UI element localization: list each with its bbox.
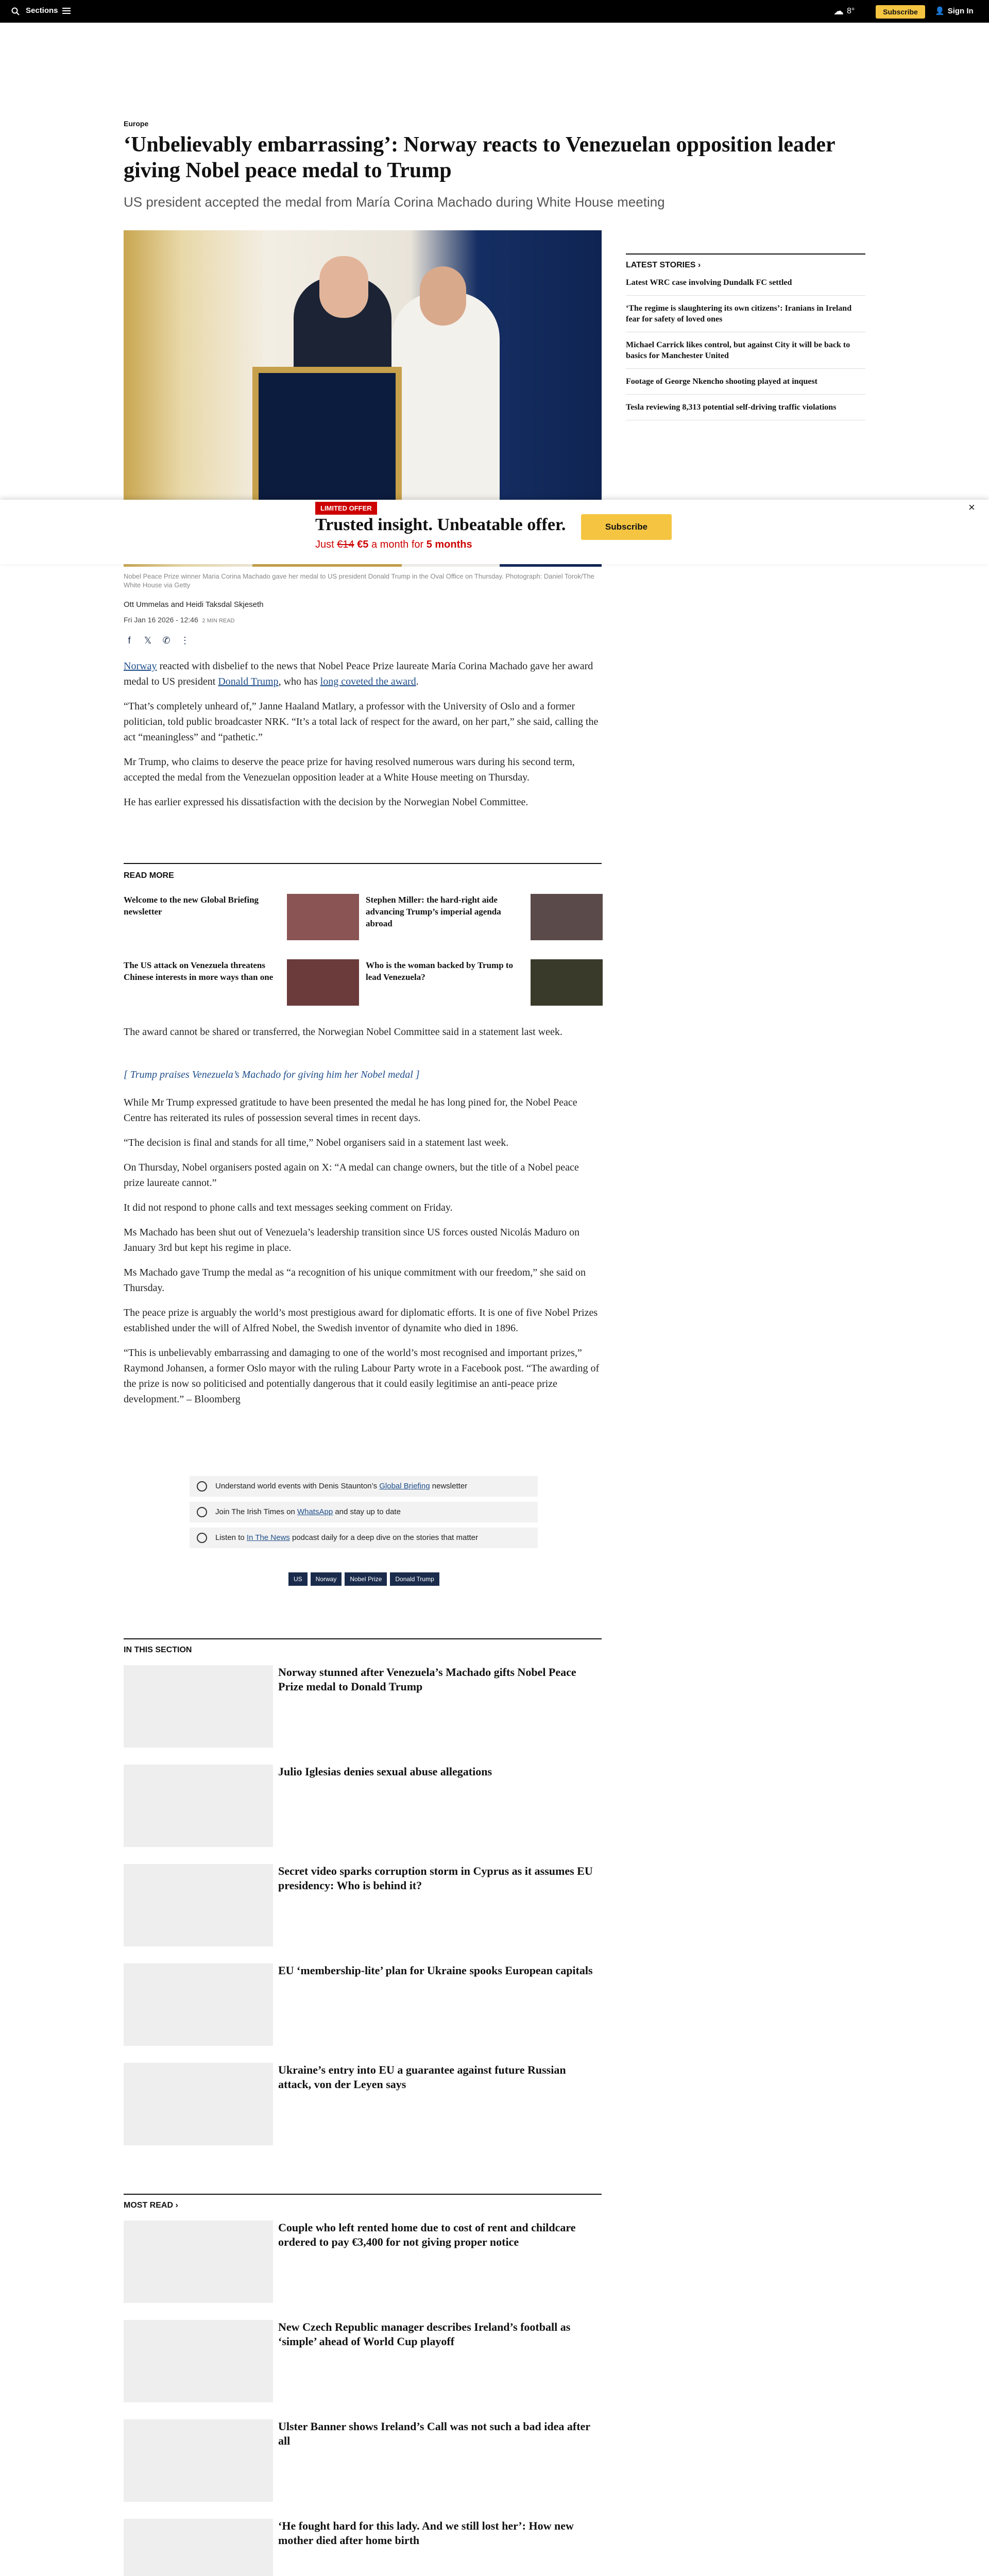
- paragraph: The award cannot be shared or transferred, the Norwegian Nobel Committee said in a statement last week.: [124, 1026, 562, 1038]
- user-icon: 👤: [935, 7, 945, 15]
- section-article-card[interactable]: Ukraine’s entry into EU a guarantee against future Russian attack, von der Leyen says: [124, 2063, 602, 2148]
- article-date: Fri Jan 16 2026 - 12:46 2 MIN READ: [124, 616, 235, 624]
- global-briefing-link[interactable]: Global Briefing: [379, 1482, 430, 1490]
- headphones-icon: [197, 1533, 207, 1543]
- subscribe-button[interactable]: Subscribe: [876, 5, 925, 19]
- x-icon[interactable]: 𝕏: [144, 635, 152, 646]
- paragraph: He has earlier expressed his dissatisfaction with the decision by the Norwegian Nobel Committee.: [124, 796, 528, 808]
- thumbnail: [124, 1963, 273, 2046]
- most-read-card[interactable]: Ulster Banner shows Ireland’s Call was not such a bad idea after all: [124, 2419, 602, 2504]
- most-read-card[interactable]: ‘He fought hard for this lady. And we still lost her’: How new mother died after home birth: [124, 2519, 602, 2576]
- tag[interactable]: US: [288, 1572, 308, 1586]
- whatsapp-icon: [197, 1507, 207, 1517]
- paragraph: “That’s completely unheard of,” Janne Haaland Matlary, a professor with the University of Oslo and a former politician, told public broadcaster NRK. “It’s a total lack of respect for the award, on her part,” she said, calling the act “meaningless” and “pathetic.”: [124, 701, 599, 743]
- section-article-card[interactable]: EU ‘membership-lite’ plan for Ukraine spooks European capitals: [124, 1963, 602, 2048]
- paragraph: It did not respond to phone calls and text messages seeking comment on Friday.: [124, 1202, 453, 1213]
- most-read-card[interactable]: New Czech Republic manager describes Ireland’s football as ‘simple’ ahead of World Cup playoff: [124, 2320, 602, 2405]
- read-more-item[interactable]: Welcome to the new Global Briefing newsletter: [124, 895, 259, 917]
- most-read-heading[interactable]: MOST READ ›: [124, 2201, 178, 2210]
- more-options-icon[interactable]: ⋮: [180, 635, 190, 646]
- in-this-section-heading: IN THIS SECTION: [124, 1646, 192, 1654]
- read-more-item[interactable]: Stephen Miller: the hard-right aide advancing Trump’s imperial agenda abroad: [366, 894, 603, 940]
- top-navigation-bar: [0, 0, 989, 23]
- latest-stories-sidebar: [626, 253, 865, 420]
- norway-link[interactable]: Norway: [124, 660, 157, 672]
- paragraph: Ms Machado gave Trump the medal as “a recognition of his unique commitment with our freedom,” she said on Thursday.: [124, 1267, 586, 1294]
- photo-figure-head: [420, 266, 466, 326]
- section-article-card[interactable]: Norway stunned after Venezuela’s Machado gifts Nobel Peace Prize medal to Donald Trump: [124, 1665, 602, 1750]
- thumbnail: [531, 959, 603, 1006]
- search-icon[interactable]: [11, 7, 20, 15]
- thumbnail: [287, 959, 359, 1006]
- latest-story-link[interactable]: ‘The regime is slaughtering its own citizens’: Iranians in Ireland fear for safety of loved ones: [626, 296, 865, 332]
- article-body: [124, 1095, 602, 1407]
- cloud-icon: ☁: [833, 6, 844, 17]
- paragraph: Mr Trump, who claims to deserve the peace prize for having resolved numerous wars during his second term, accepted the medal from the Venezuelan opposition leader at a White House meeting on Thursday.: [124, 756, 575, 783]
- read-more-item[interactable]: The US attack on Venezuela threatens Chinese interests in more ways than one: [124, 960, 274, 982]
- in-the-news-link[interactable]: In The News: [246, 1533, 290, 1542]
- article-standfirst: US president accepted the medal from María Corina Machado during White House meeting: [124, 194, 665, 210]
- thumbnail: [531, 894, 603, 940]
- article-headline: ‘Unbelievably embarrassing’: Norway reacts to Venezuelan opposition leader giving Nobel peace medal to Trump: [124, 133, 835, 182]
- paragraph: While Mr Trump expressed gratitude to have been presented the medal he has long pined for, the Nobel Peace Centre has reiterated its rules of possession several times in recent days.: [124, 1097, 577, 1124]
- most-read-section: [124, 2194, 602, 2210]
- section-kicker[interactable]: Europe: [124, 120, 149, 128]
- whatsapp-promo: Join The Irish Times on WhatsApp and stay up to date: [190, 1502, 538, 1522]
- read-time: 2 MIN READ: [202, 618, 235, 624]
- offer-subscribe-button[interactable]: Subscribe: [581, 514, 672, 540]
- limited-offer-badge: LIMITED OFFER: [315, 502, 377, 515]
- mail-icon: [197, 1481, 207, 1492]
- paragraph: “The decision is final and stands for all time,” Nobel organisers said in a statement last week.: [124, 1137, 509, 1148]
- whatsapp-link[interactable]: WhatsApp: [297, 1507, 333, 1516]
- thumbnail: [124, 2221, 273, 2303]
- read-more-heading: READ MORE: [124, 871, 174, 880]
- sign-in-button[interactable]: [935, 6, 974, 15]
- long-coveted-link[interactable]: long coveted the award: [320, 676, 416, 687]
- paragraph: Ms Machado has been shut out of Venezuela’s leadership transition since US forces ousted Nicolás Maduro on January 3rd but kept his regime in place.: [124, 1227, 579, 1253]
- sections-label: Sections: [26, 6, 58, 15]
- latest-story-link[interactable]: Footage of George Nkencho shooting played at inquest: [626, 369, 865, 395]
- related-article-link[interactable]: [ Trump praises Venezuela’s Machado for giving him her Nobel medal ]: [124, 1069, 420, 1080]
- latest-story-link[interactable]: Latest WRC case involving Dundalk FC settled: [626, 270, 865, 296]
- weather-temperature: 8°: [847, 6, 855, 15]
- old-price: €14: [337, 539, 354, 550]
- read-more-item[interactable]: Who is the woman backed by Trump to lead Venezuela?: [366, 959, 603, 1006]
- newsletter-promo: Understand world events with Denis Staunton’s Global Briefing newsletter: [190, 1476, 538, 1497]
- read-more-box: [124, 863, 602, 880]
- facebook-icon[interactable]: f: [128, 635, 131, 646]
- tag[interactable]: Donald Trump: [390, 1572, 439, 1586]
- whatsapp-icon[interactable]: ✆: [162, 635, 170, 646]
- thumbnail: [124, 1665, 273, 1748]
- donald-trump-link[interactable]: Donald Trump: [218, 676, 279, 687]
- article-body: [124, 1024, 602, 1040]
- share-bar: [124, 635, 191, 646]
- most-read-card[interactable]: Couple who left rented home due to cost of rent and childcare ordered to pay €3,400 for not giving proper notice: [124, 2221, 602, 2306]
- offer-price-text: Just €14 €5 a month for 5 months: [315, 539, 472, 550]
- article-authors[interactable]: Ott Ummelas and Heidi Taksdal Skjeseth: [124, 600, 264, 609]
- tag[interactable]: Nobel Prize: [345, 1572, 387, 1586]
- hamburger-icon: [62, 8, 71, 14]
- paragraph: “This is unbelievably embarrassing and damaging to one of the world’s most recognised and important prizes,” Raymond Johansen, a former Oslo mayor with the ruling Labour Party wrote in a Facebook post. “The awarding of the prize is now so politicised and potentially dangerous that it could easily legitimise an anti-peace prize development.” – Bloomberg: [124, 1347, 600, 1405]
- thumbnail: [124, 2063, 273, 2145]
- in-this-section: [124, 1638, 602, 1655]
- section-article-card[interactable]: Julio Iglesias denies sexual abuse allegations: [124, 1765, 602, 1850]
- latest-stories-heading[interactable]: LATEST STORIES ›: [626, 261, 701, 269]
- latest-story-link[interactable]: Michael Carrick likes control, but against City it will be back to basics for Manchester United: [626, 332, 865, 369]
- thumbnail: [124, 2320, 273, 2402]
- paragraph: On Thursday, Nobel organisers posted again on X: “A medal can change owners, but the title of a Nobel peace prize laureate cannot.”: [124, 1162, 579, 1189]
- podcast-promo: Listen to In The News podcast daily for a deep dive on the stories that matter: [190, 1528, 538, 1548]
- thumbnail: [124, 1765, 273, 1847]
- sections-menu-button[interactable]: [26, 6, 71, 15]
- offer-title: Trusted insight. Unbeatable offer.: [315, 515, 566, 534]
- article-body: [124, 658, 602, 810]
- thumbnail: [287, 894, 359, 940]
- tag[interactable]: Norway: [311, 1572, 342, 1586]
- thumbnail: [124, 2419, 273, 2502]
- close-icon[interactable]: ×: [968, 501, 975, 514]
- article-tags: [288, 1572, 439, 1586]
- new-price: €5: [357, 539, 369, 550]
- photo-figure-head: [319, 256, 368, 318]
- weather-widget[interactable]: [833, 5, 855, 18]
- section-article-card[interactable]: Secret video sparks corruption storm in Cyprus as it assumes EU presidency: Who is behind it?: [124, 1864, 602, 1949]
- latest-story-link[interactable]: Tesla reviewing 8,313 potential self-driving traffic violations: [626, 395, 865, 420]
- sign-in-label: Sign In: [947, 6, 974, 15]
- thumbnail: [124, 1864, 273, 1946]
- paragraph: The peace prize is arguably the world’s most prestigious award for diplomatic efforts. It is one of five Nobel Prizes established under the will of Alfred Nobel, the Swedish inventor of dynamite who died in 1896.: [124, 1307, 598, 1334]
- paragraph: Norway reacted with disbelief to the news that Nobel Peace Prize laureate María Corina Machado gave her award medal to US president Donald Trump, who has long coveted the award.: [124, 660, 593, 687]
- photo-caption: Nobel Peace Prize winner Maria Corina Machado gave her medal to US president Donald Trump in the Oval Office on Thursday. Photograph: Daniel Torok/The White House via Getty: [124, 572, 594, 589]
- offer-duration: 5 months: [426, 539, 472, 550]
- thumbnail: [124, 2519, 273, 2576]
- subscription-offer-banner: [0, 500, 989, 564]
